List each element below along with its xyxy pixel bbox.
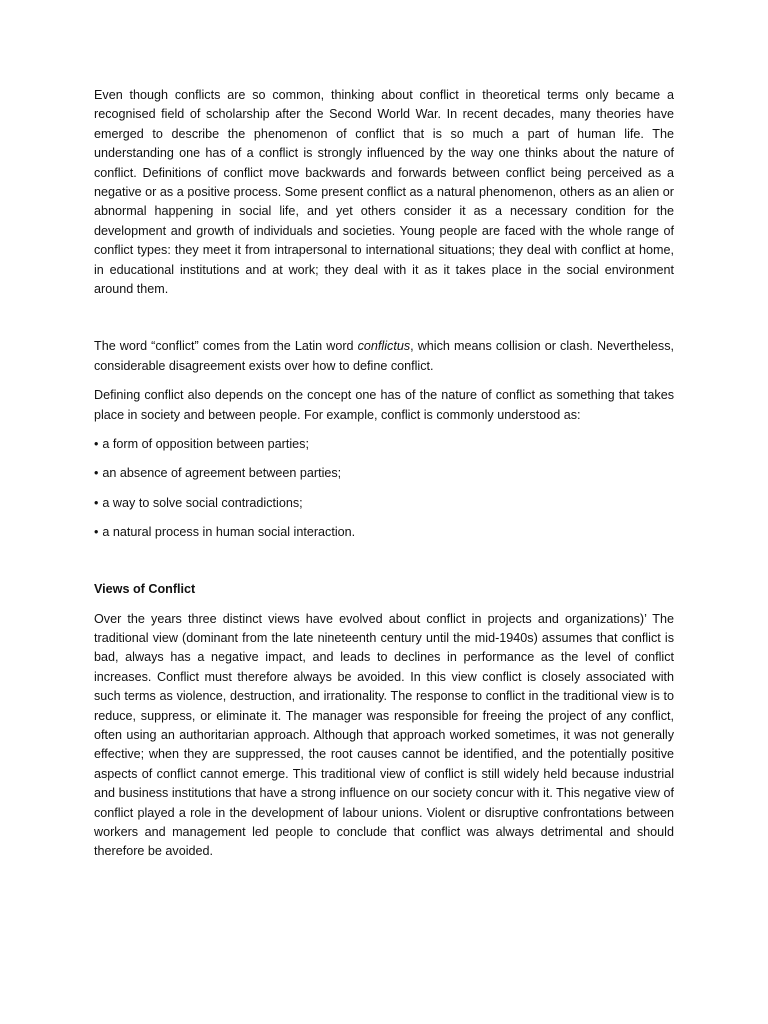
bullet-icon: • — [94, 437, 99, 452]
section-heading: Views of Conflict — [94, 582, 196, 597]
list-item — [94, 464, 674, 483]
definition-list — [94, 435, 674, 542]
paragraph-definition: Defining conflict also depends on the concept one has of the nature of conflict as something that takes place in society and between people. For example, conflict is commonly understood as: — [94, 388, 674, 422]
paragraph-intro: Even though conflicts are so common, thinking about conflict in theoretical terms only became a recognised field of scholarship after the Second World War. In recent decades, many theories have emerged to describe the phenomenon of conflict that is so much a part of human life. The understanding one has of a conflict is strongly influenced by the way one thinks about the nature of conflict. Definitions of conflict move backwards and forwards between conflict being perceived as a negative or as a positive process. Some present conflict as a natural phenomenon, others as an alien or abnormal happening in social life, and yet others consider it as a necessary condition for the development and growth of individuals and societies. Young people are faced with the whole range of conflict types: they meet it from intrapersonal to international situations; they deal with conflict at home, in educational institutions and at work; they deal with it as it takes place in the social environment around them. — [94, 88, 674, 297]
list-item-text: a form of opposition between parties; — [102, 437, 309, 452]
latin-term: conflictus — [357, 339, 411, 354]
bullet-icon: • — [94, 524, 99, 539]
list-item — [94, 435, 674, 454]
paragraph-etymology-end: , which means collision or clash. Nevertheless, considerable disagreement exists over how to define conflict. — [94, 339, 674, 373]
paragraph-etymology-start: The word “conflict” comes from the Latin word — [94, 339, 358, 354]
list-item-text: a natural process in human social interaction. — [102, 524, 356, 539]
list-item-text: a way to solve social contradictions; — [102, 495, 303, 510]
bullet-icon: • — [94, 466, 99, 481]
paragraph-etymology — [94, 337, 674, 376]
list-item — [94, 494, 674, 513]
list-item — [94, 523, 674, 542]
list-item-text: an absence of agreement between parties; — [102, 466, 342, 481]
bullet-icon: • — [94, 495, 99, 510]
paragraph-views: Over the years three distinct views have evolved about conflict in projects and organizations)’ The traditional view (dominant from the late nineteenth century until the mid-1940s) assumes that conflict is bad, always has a negative impact, and leads to declines in performance as the level of conflict increases. Conflict must therefore always be avoided. In this view conflict is closely associated with such terms as violence, destruction, and irrationality. The response to conflict in the traditional view is to reduce, suppress, or eliminate it. The manager was responsible for freeing the project of any conflict, often using an authoritarian approach. Although that approach worked sometimes, it was not generally effective; when they are suppressed, the root causes cannot be identified, and the potentially positive aspects of conflict cannot emerge. This traditional view of conflict is still widely held because industrial and business institutions that have a strong influence on our society concur with it. This negative view of conflict played a role in the development of labour unions. Violent or disruptive confrontations between workers and management led people to conclude that conflict was always detrimental and should therefore be avoided. — [94, 611, 674, 859]
